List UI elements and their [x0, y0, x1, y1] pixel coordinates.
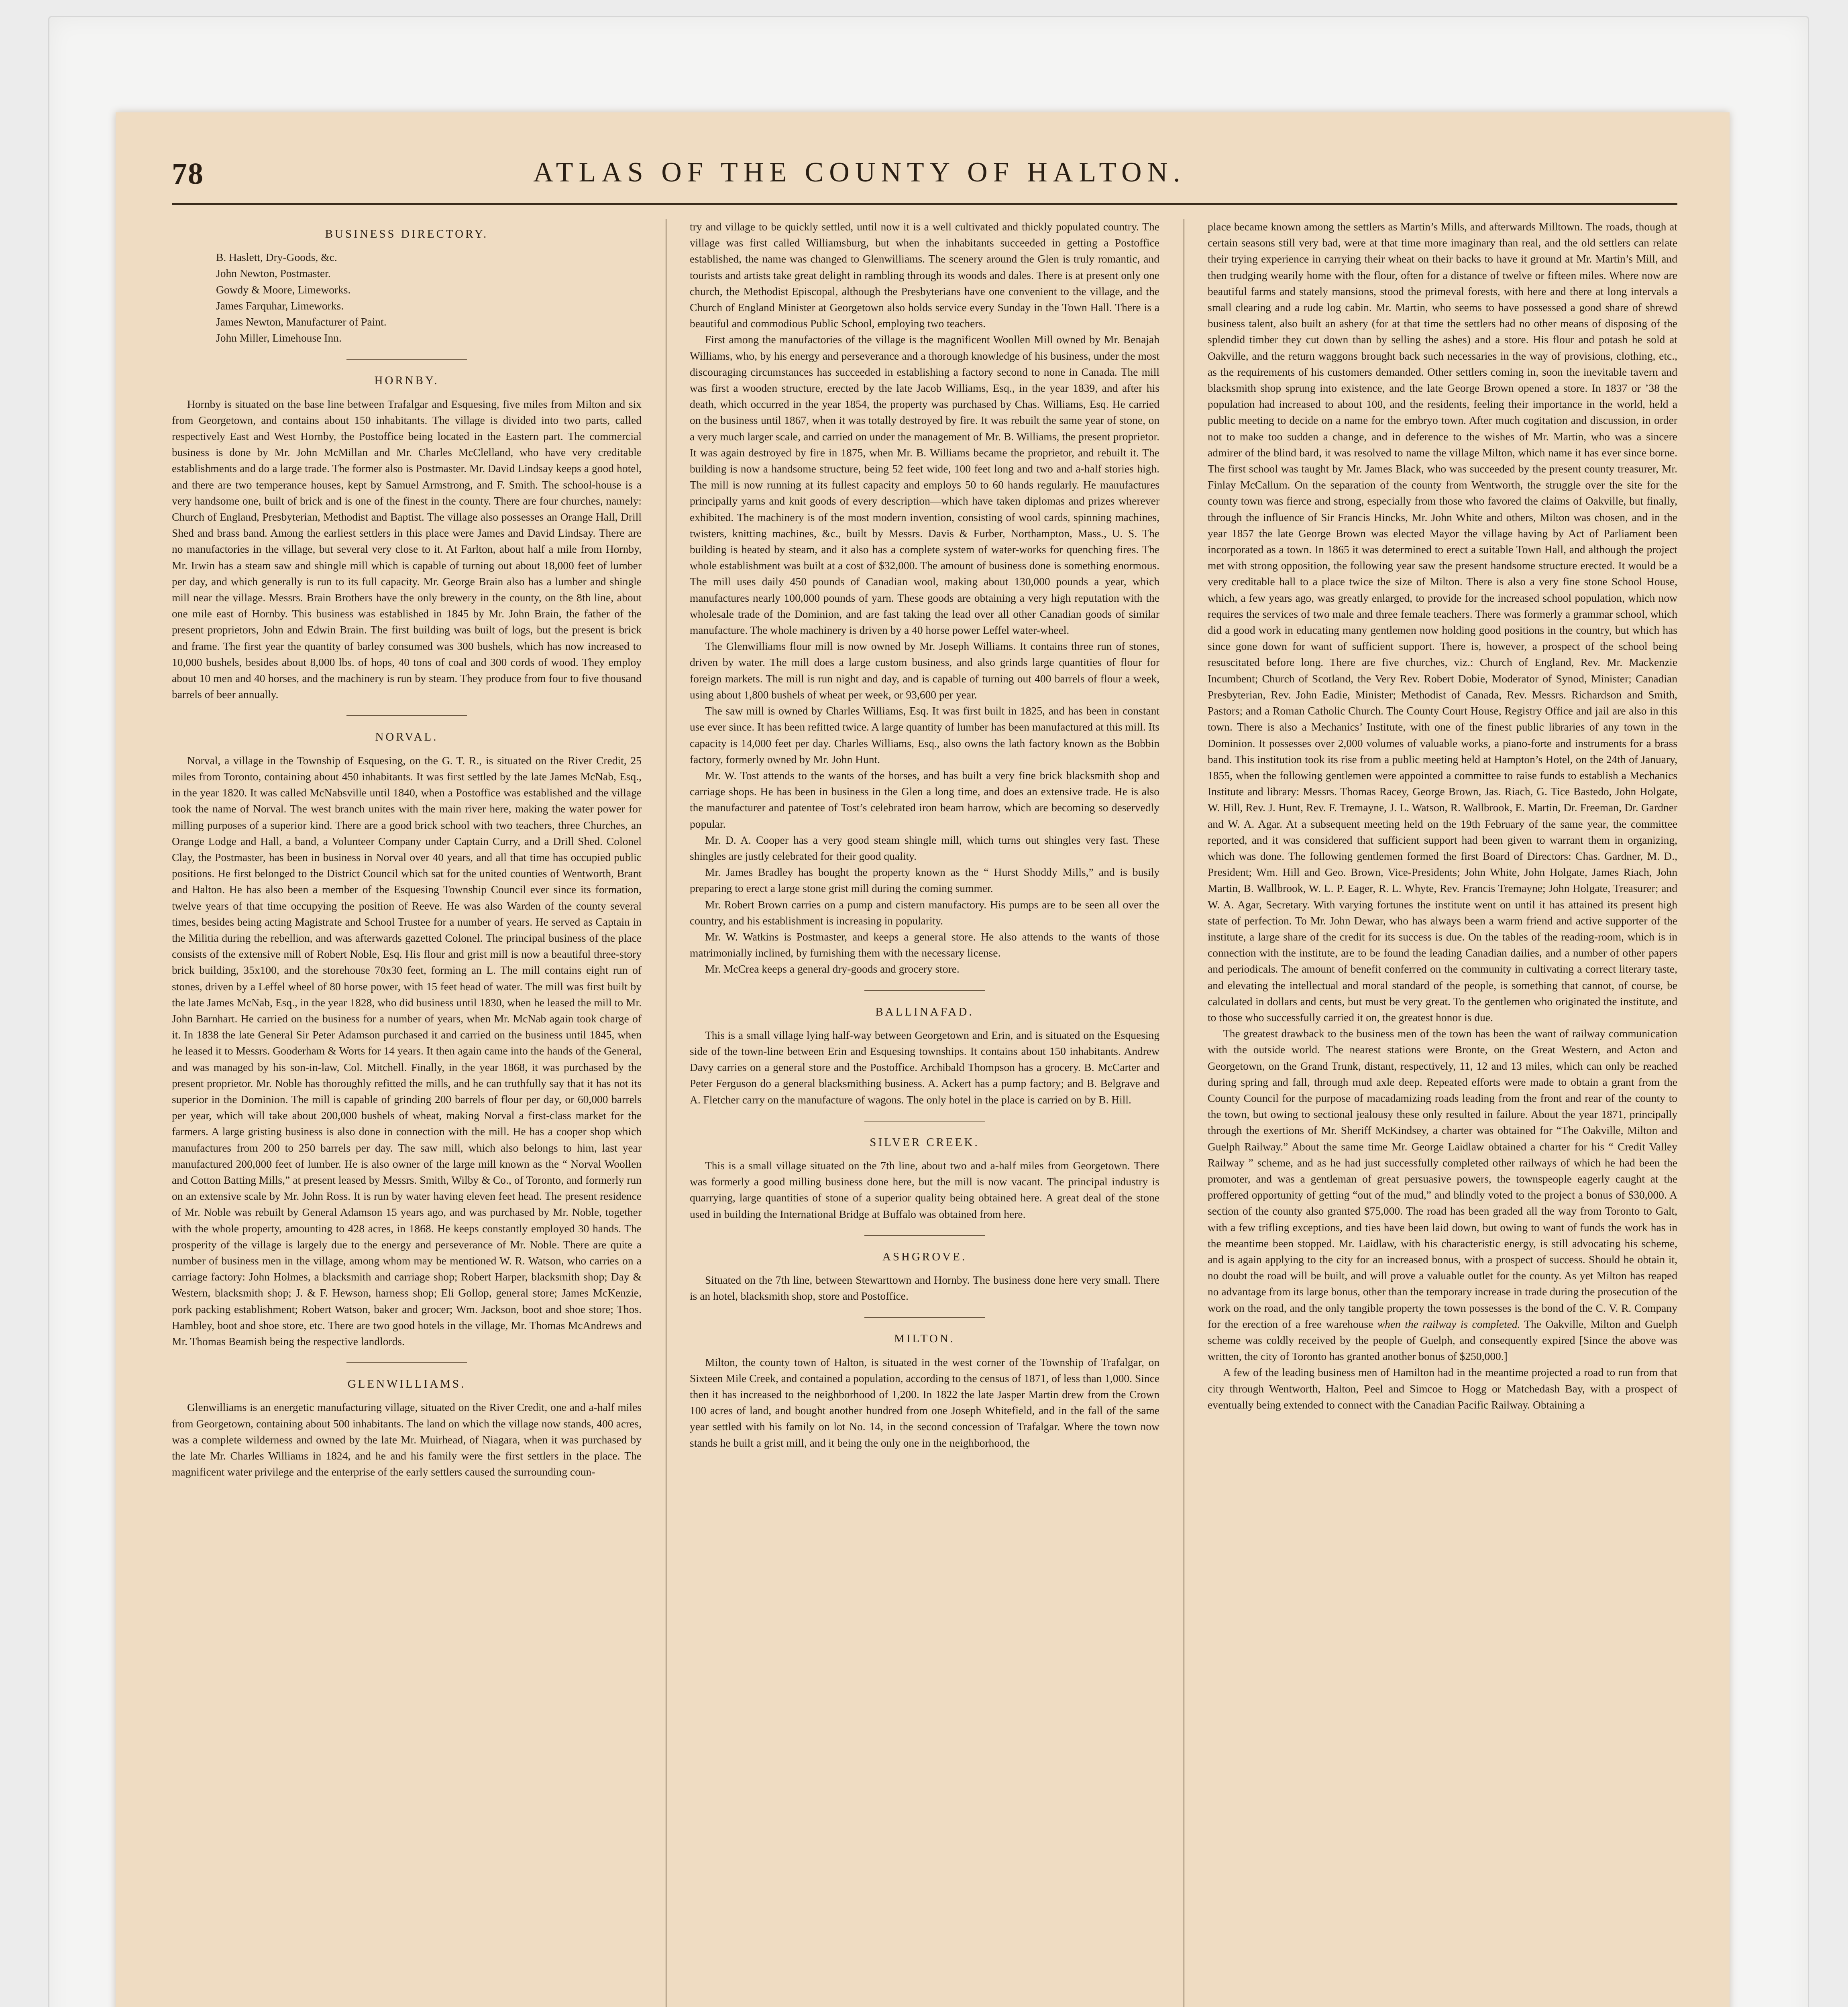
ashgrove-paragraph: Situated on the 7th line, between Stewarttown and Hornby. The business done here very small. There is an hotel, blacksmith shop, store and Postoffice. — [690, 1273, 1159, 1303]
section-rule — [864, 1235, 985, 1236]
silver-creek-title: SILVER CREEK. — [870, 1136, 980, 1149]
column-1 — [172, 219, 642, 1480]
milton-railway-tail: The Oakville, Milton and Guelph scheme was coldly received by the people of Guelph, and consequently expired [Since the above was written, the city of Toronto has granted another bonus of $250,000.] — [1208, 1317, 1677, 1363]
milton-history-paragraph: place became known among the settlers as Martin’s Mills, and afterwards Milltown. The roads, though at certain seasons still very bad, were at that time more imaginary than real, and the old settlers can relate their trying experience in carrying their wheat on their backs to have it ground at Mr. Martin’s Mill, and then trudging wearily home with the flour, often for a distance of twelve or fifteen miles. Where now are beautiful farms and stately mansions, stood the primeval forests, with here and there at long intervals a small clearing and a rude log cabin. Mr. Martin, who seems to have possessed a good share of shrewd business talent, also built an ashery (for at that time the settlers had no other means of disposing of the splendid timber they cut down than by selling the ashes) and a store. His flour and potash he sold at Oakville, and the return waggons brought back such necessaries in the way of provisions, clothing, etc., as the requirements of his customers demanded. Other settlers coming in, soon the inevitable tavern and blacksmith shop sprung into existence, and the late George Brown opened a store. In 1837 or ’38 the population had increased to about 100, and the residents, feeling their importance in the world, held a public meeting to decide on a name for the embryo town. After much cogitation and discussion, in order not to make too sudden a change, and in deference to the wishes of Mr. Martin, who was a sincere admirer of the blind bard, it was resolved to name the village Milton, which name it has ever since borne. The first school was taught by Mr. James Black, who was succeeded by the present county treasurer, Mr. Finlay McCallum. On the separation of the county from Wentworth, the struggle over the site for the county town was fierce and strong, especially from those who favored the claims of Oakville, but finally, through the influence of Sir Francis Hincks, Mr. John White and others, Milton was chosen, and in the year 1857 the late George Brown was elected Mayor the village having by Act of Parliament been incorporated as a town. In 1865 it was determined to erect a suitable Town Hall, and although the project met with strong opposition, the following year saw the present handsome structure erected. It would be a very creditable hall to a place twice the size of Milton. There is also a very fine stone School House, which, a few years ago, was greatly enlarged, to provide for the increased school population, which now requires the services of two male and three female teachers. There was formerly a grammar school, which did a good work in educating many gentlemen now holding good positions in the country, but which has since gone down for want of sufficient support. There is, however, a prospect of the school being resuscitated before long. There are five churches, viz.: Church of England, Rev. Mr. Mackenzie Incumbent; Church of Scotland, the Very Rev. Robert Dobie, Moderator of Synod, Minister; Canadian Presbyterian, Rev. John Eadie, Minister; Methodist of Canada, Rev. Messrs. Richardson and Smith, Pastors; and a Roman Catholic Church. The County Court House, Registry Office and jail are also in this town. There is also a Mechanics’ Institute, with one of the finest public libraries of any town in the Dominion. It possesses over 2,000 volumes of valuable works, a piano-forte and instruments for a brass band. This institution took its rise from a public meeting held at Hampton’s Hotel, on the 24th of January, 1855, when the following gentlemen were appointed a committee to raise funds to establish a Mechanics Institute and library: Messrs. Thomas Racey, George Brown, Jas. Riach, G. Tice Bastedo, John Holgate, W. Hill, Rev. J. Hunt, Rev. F. Tremayne, J. L. Watson, R. Wallbrook, E. Martin, Dr. Freeman, Dr. Gardner and W. A. Agar. At a subsequent meeting held on the 19th February of the same year, the committee reported, and it was considered that sufficient support had been given to warrant them in organizing, which was done. The following gentlemen formed the first Board of Directors: Chas. Gardner, M. D., President; Wm. Hill and Geo. Brown, Vice-Presidents; John White, John Holgate, James Riach, John Martin, B. Wallbrook, W. L. P. Eager, R. L. Whyte, Rev. Francis Tremayne; John Holgate, Treasurer; and W. A. Agar, Secretary. With varying fortunes the institute went on until it has attained its present high state of perfection. To Mr. John Dewar, who has always been a warm friend and active supporter of the institute, a large share of the credit for its success is due. On the tables of the reading-room, which is in connection with the institute, are to be found the leading Canadian dailies, and a number of other papers and periodicals. The amount of benefit conferred on the community in cultivating a correct literary taste, and elevating the intellectual and moral standard of the people, is something that cannot, of course, be calculated in dollars and cents, but must be very great. To the gentlemen who originated the institute, and to those who successfully carried it on, the greatest honor is due. — [1208, 220, 1677, 1024]
norval-paragraph: Norval, a village in the Township of Esquesing, on the G. T. R., is situated on the River Credit, 25 miles from Toronto, containing about 450 inhabitants. It was first settled by the late James McNab, Esq., in the year 1820. It was called McNabsville until 1840, when a Postoffice was established and the village took the name of Norval. The west branch unites with the main river here, making the water power for milling purposes of a superior kind. There are a good brick school with two teachers, three Churches, an Orange Lodge and Hall, a band, a Volunteer Company under Captain Curry, and a Drill Shed. Colonel Clay, the Postmaster, has been in business in Norval over 40 years, and all that time has occupied public positions. He first belonged to the District Council which sat for the united counties of Wentworth, Brant and Halton. He has also been a member of the Esquesing Township Council ever since its formation, twelve years of that time occupying the position of Reeve. He was also Warden of the county several times, besides being acting Magistrate and School Trustee for a number of years. He served as Captain in the Militia during the rebellion, and was afterwards gazetted Colonel. The principal business of the place consists of the extensive mill of Robert Noble, Esq. His flour and grist mill is now a beautiful three-story brick building, 35x100, and the storehouse 70x30 feet, forming an L. The mill contains eight run of stones, driven by a Leffel wheel of 80 horse power, with 15 feet head of water. The mill was first built by the late James McNab, Esq., in the year 1828, who did business until 1830, when he leased the mill to Mr. John Barnhart. He carried on the business for a number of years, when Mr. McNab again took charge of it. In 1838 the late General Sir Peter Adamson purchased it and carried on the business until 1845, when he leased it to Messrs. Gooderham & Worts for 14 years. It then again came into the hands of the General, and was managed by his son-in-law, Col. Mitchell. Finally, in the year 1868, it was purchased by the present proprietor. Mr. Noble has thoroughly refitted the mills, and he can truthfully say that it has not its superior in the Dominion. The mill is capable of grinding 200 barrels of flour per day, or 60,000 barrels per year, which will take about 200,000 bushels of wheat, making Norval a first-class market for the farmers. A large gristing business is also done in connection with the mill. He has a cooper shop which manufactures from 200 to 250 barrels per day. The saw mill, which also belongs to him, last year manufactured 200,000 feet of lumber. He is also owner of the large mill known as the “ Norval Woollen and Cotton Batting Mills,” at present leased by Messrs. Smith, Wilby & Co., of Toronto, and formerly run on an extensive scale by Mr. John Ross. It is run by water having eleven feet head. The present residence of Mr. Noble was rebuilt by General Adamson 15 years ago, and was purchased by Mr. Noble, together with the whole property, amounting to 428 acres, in 1868. He keeps constantly employed 30 hands. The prosperity of the village is largely due to the energy and perseverance of Mr. Noble. There are quite a number of business men in the village, among whom may be mentioned W. R. Watson, who carries on a carriage factory: John Holmes, a blacksmith and carriage shop; Robert Harper, blacksmith shop; Day & Western, blacksmith shop; J. & F. Hewson, harness shop; Eli Gollop, general store; James McKenzie, pork packing establishment; Robert Watson, baker and grocer; Wm. Jackson, boot and shoe store; Thos. Hambley, boot and shoe store, etc. There are two good hotels in the village, Mr. Thomas McAndrews and Mr. Thomas Beamish being the respective landlords. — [172, 754, 642, 1347]
column-2 — [690, 219, 1159, 1451]
section-rule — [346, 715, 467, 716]
glenwilliams-pump-paragraph: Mr. Robert Brown carries on a pump and cistern manufactory. His pumps are to be seen all over the country, and his establishment is increasing in popularity. — [690, 898, 1159, 927]
directory-entry: John Newton, Postmaster. — [216, 267, 331, 280]
section-rule — [864, 1317, 985, 1318]
glenwilliams-shoddy-mills-paragraph: Mr. James Bradley has bought the property known as the “ Hurst Shoddy Mills,” and is busily preparing to erect a large stone grist mill during the coming summer. — [690, 866, 1159, 895]
hornby-title: HORNBY. — [374, 374, 439, 387]
glenwilliams-shingle-mill-paragraph: Mr. D. A. Cooper has a very good steam shingle mill, which turns out shingles very fast. These shingles are justly celebrated for their good quality. — [690, 833, 1159, 862]
glenwilliams-blacksmith-paragraph: Mr. W. Tost attends to the wants of the horses, and has built a very fine brick blacksmith shop and carriage shops. He has been in business in the Glen a long time, and does an extensive trade. He is also the manufacturer and patentee of Tost’s celebrated iron beam harrow, which are becoming so deservedly popular. — [690, 769, 1159, 830]
milton-railway-text: The greatest drawback to the business men of the town has been the want of railway communication with the outside world. The nearest stations were Bronte, on the Great Western, and Acton and Georgetown, on the Grand Trunk, distant, respectively, 11, 12 and 13 miles, which can only be reached during spring and fall, through mud axle deep. Repeated efforts were made to obtain a grant from the County Council for the purpose of macadamizing roads leading from the front and rear of the county to the town, but owing to sectional jealousy these only resulted in failure. About the year 1871, principally through the exertions of Mr. Sheriff McKindsey, a charter was obtained for “The Oakville, Milton and Guelph Railway.” About the same time Mr. George Laidlaw obtained a charter for his “ Credit Valley Railway ” scheme, and as he had just successfully completed other railways of which he had been the promoter, and was a gentleman of great persuasive powers, the townspeople eagerly caught at the proffered opportunity of getting “out of the mud,” and blindly voted to the project a bonus of $30,000. A section of the county also granted $75,000. The road has been graded all the way from Toronto to Galt, with a few trifling exceptions, and ties have been laid down, but owing to want of funds the work has in the meantime been stopped. Mr. Laidlaw, with his characteristic energy, is still advocating his scheme, and is again applying to the city for an increased bonus, with a prospect of success. Should he obtain it, no doubt the road will be built, and will prove a valuable outlet for the county. As yet Milton has reaped no advantage from its large bonus, other than the temporary increase in trade during the prosecution of the work on the road, and the only tangible property the town possesses is the bond of the C. V. R. Company for the erection of a free warehouse — [1208, 1027, 1677, 1330]
column-3 — [1208, 219, 1677, 1413]
atlas-page — [116, 112, 1730, 2007]
business-directory-list — [216, 249, 642, 346]
milton-railway-paragraph — [1208, 1026, 1677, 1364]
norval-title: NORVAL. — [375, 731, 438, 744]
glenwilliams-title: GLENWILLIAMS. — [347, 1378, 466, 1391]
ashgrove-title: ASHGROVE. — [882, 1250, 967, 1263]
directory-entry: Gowdy & Moore, Limeworks. — [216, 283, 351, 296]
glenwilliams-flour-mill-paragraph: The Glenwilliams flour mill is now owned by Mr. Joseph Williams. It contains three run of stones, driven by water. The mill does a large custom business, and also grinds large quantities of flour for foreign markets. The mill is run night and day, and is capable of turning out 400 barrels of flour a week, using about 1,800 bushels of wheat per week, or 93,600 per year. — [690, 640, 1159, 701]
section-rule — [864, 990, 985, 991]
directory-entry: John Miller, Limehouse Inn. — [216, 332, 342, 344]
milton-title: MILTON. — [894, 1332, 955, 1345]
directory-entry: James Newton, Manufacturer of Paint. — [216, 316, 387, 328]
glenwilliams-paragraph: Glenwilliams is an energetic manufacturing village, situated on the River Credit, one and a-half miles from Georgetown, containing about 500 inhabitants. The land on which the village now stands, 400 acres, was a complete wilderness and owned by the late Mr. Muirhead, of Niagara, when it was purchased by the late Mr. Charles Williams in 1824, and he and his family were the first settlers in the place. The magnificent water privilege and the enterprise of the early settlers caused the surrounding coun- — [172, 1401, 642, 1478]
milton-paragraph: Milton, the county town of Halton, is situated in the west corner of the Township of Trafalgar, on Sixteen Mile Creek, and contained a population, according to the census of 1871, of less than 1,000. Since then it has increased to the neighborhood of 1,200. In 1822 the late Jasper Martin drew from the Crown 100 acres of land, and bought another hundred from one Joseph Whitefield, and in the fall of the same year settled with his family on lot No. 14, in the second concession of Trafalgar. Where the town now stands he built a grist mill, and it being the only one in the neighborhood, the — [690, 1356, 1159, 1449]
silver-creek-paragraph: This is a small village situated on the 7th line, about two and a-half miles from Georgetown. There was formerly a good milling business done here, but the mill is now vacant. The principal industry is quarrying, large quantities of stone of a superior quality being obtained here. A great deal of the stone used in building the International Bridge at Buffalo was obtained from here. — [690, 1159, 1159, 1220]
section-rule — [346, 1362, 467, 1363]
ballinafad-paragraph: This is a small village lying half-way between Georgetown and Erin, and is situated on the Esquesing side of the town-line between Erin and Esquesing townships. It contains about 150 inhabitants. Andrew Davy carries on a general store and the Postoffice. Archibald Thompson has a grocery. B. McCarter and Peter Ferguson do a general blacksmithing business. A. Ackert has a pump factory; and B. Belgrave and A. Fletcher carry on the manufacture of wagons. The only hotel in the place is carried on by B. Hill. — [690, 1028, 1159, 1106]
glenwilliams-saw-mill-paragraph: The saw mill is owned by Charles Williams, Esq. It was first built in 1825, and has been in constant use ever since. It has been refitted twice. A large quantity of lumber has been manufactured at this mill. Its capacity is 14,000 feet per day. Charles Williams, Esq., also owns the lath factory known as the Bobbin factory, formerly owned by Mr. John Hunt. — [690, 704, 1159, 765]
business-directory-title: BUSINESS DIRECTORY. — [325, 228, 489, 240]
glenwilliams-postmaster-paragraph: Mr. W. Watkins is Postmaster, and keeps a general store. He also attends to the wants of those matrimonially inclined, by furnishing them with the necessary license. — [690, 930, 1159, 959]
section-rule — [864, 1121, 985, 1122]
glenwilliams-continued-paragraph: try and village to be quickly settled, until now it is a well cultivated and thickly populated country. The village was first called Williamsburg, but when the inhabitants succeeded in getting a Postoffice established, the name was changed to Glenwilliams. The scenery around the Glen is truly romantic, and tourists and artists take great delight in rambling through its woods and dales. There is at present only one church, the Methodist Episcopal, although the Presbyterians have one convenient to the village, and the Church of England Minister at Georgetown also holds service every Sunday in the Town Hall. There is a beautiful and commodious Public School, employing two teachers. — [690, 220, 1159, 330]
section-rule — [346, 359, 467, 360]
page-number: 78 — [172, 157, 204, 191]
milton-railway-italic: when the railway is completed. — [1377, 1317, 1520, 1330]
glenwilliams-woollen-mill-paragraph: First among the manufactories of the village is the magnificent Woollen Mill owned by Mr. Benajah Williams, who, by his energy and perseverance and a thorough knowledge of his business, under the most discouraging circumstances has succeeded in establishing a factory second to none in Canada. The mill was first a wooden structure, erected by the late Jacob Williams, Esq., in the year 1839, and after his death, which occurred in the year 1854, the property was purchased by Chas. Williams, Esq. He carried on the business until 1867, when it was totally destroyed by fire. It was rebuilt the same year of stone, on a very much larger scale, and carried on under the management of Mr. B. Williams, the present proprietor. It was again destroyed by fire in 1875, when Mr. B. Williams became the proprietor, and rebuilt it. The building is now a handsome structure, being 52 feet wide, 100 feet long and two and a-half stories high. The mill is now running at its fullest capacity and employs 50 to 60 hands regularly. He manufactures principally yarns and knit goods of every description—which have taken diplomas and prizes wherever exhibited. The machinery is of the most modern invention, consisting of wool cards, spinning machines, twisters, knitting machines, &c., built by Messrs. Davis & Furber, Northampton, Mass., U. S. The building is heated by steam, and it also has a complete system of water-works for quenching fires. The whole establishment was built at a cost of $32,000. The amount of business done is something enormous. The mill uses daily 450 pounds of Canadian wool, making about 130,000 pounds a year, which manufactures nearly 100,000 pounds of yarn. These goods are obtaining a very high reputation with the wholesale trade of the Dominion, and are fast taking the lead over all other Canadian goods of similar manufacture. The whole machinery is driven by a 40 horse power Leffel water-wheel. — [690, 333, 1159, 637]
glenwilliams-store-paragraph: Mr. McCrea keeps a general dry-goods and grocery store. — [705, 963, 960, 975]
page-header — [172, 157, 1665, 221]
directory-entry: James Farquhar, Limeworks. — [216, 299, 344, 312]
running-title: ATLAS OF THE COUNTY OF HALTON. — [533, 157, 1186, 188]
directory-entry: B. Haslett, Dry-Goods, &c. — [216, 251, 337, 264]
ballinafad-title: BALLINAFAD. — [875, 1005, 974, 1018]
milton-hamilton-road-paragraph: A few of the leading business men of Hamilton had in the meantime projected a road to run from that city through Wentworth, Halton, Peel and Simcoe to Hogg or Matchedash Bay, with a prospect of eventually being extended to connect with the Canadian Pacific Railway. Obtaining a — [1208, 1366, 1677, 1411]
header-rule — [172, 203, 1677, 205]
hornby-paragraph: Hornby is situated on the base line between Trafalgar and Esquesing, five miles from Milton and six from Georgetown, and contains about 150 inhabitants. The village is divided into two parts, called respectively East and West Hornby, the Postoffice being located in the Eastern part. The commercial business is done by Mr. John McMillan and Mr. Charles McClelland, who have very creditable establishments and do a large trade. The former also is Postmaster. Mr. David Lindsay keeps a good hotel, and there are two temperance houses, kept by Samuel Armstrong, and F. Smith. The school-house is a very handsome one, built of brick and is one of the finest in the county. There are four churches, namely: Church of England, Presbyterian, Methodist and Baptist. The village also possesses an Orange Hall, Drill Shed and brass band. Among the earliest settlers in this place were James and David Lindsay. There are no manufactories in the village, but several very close to it. At Farlton, about half a mile from Hornby, Mr. Irwin has a steam saw and shingle mill which is capable of turning out about 18,000 feet of lumber per day, and which generally is run to its full capacity. Mr. George Brain also has a lumber and shingle mill near the village. Messrs. Brain Brothers have the only brewery in the county, on the 8th line, about one mile east of Hornby. This business was established in 1845 by Mr. John Brain, the father of the present proprietors, John and Edwin Brain. The first building was built of logs, but the present is brick and frame. The first year the quantity of barley consumed was 300 bushels, which has now increased to 10,000 bushels, besides about 8,000 lbs. of hops, 40 tons of coal and 300 cords of wood. They employ about 10 men and 40 horses, and the machinery is run by steam. They produce from four to five thousand barrels of beer annually. — [172, 397, 642, 701]
